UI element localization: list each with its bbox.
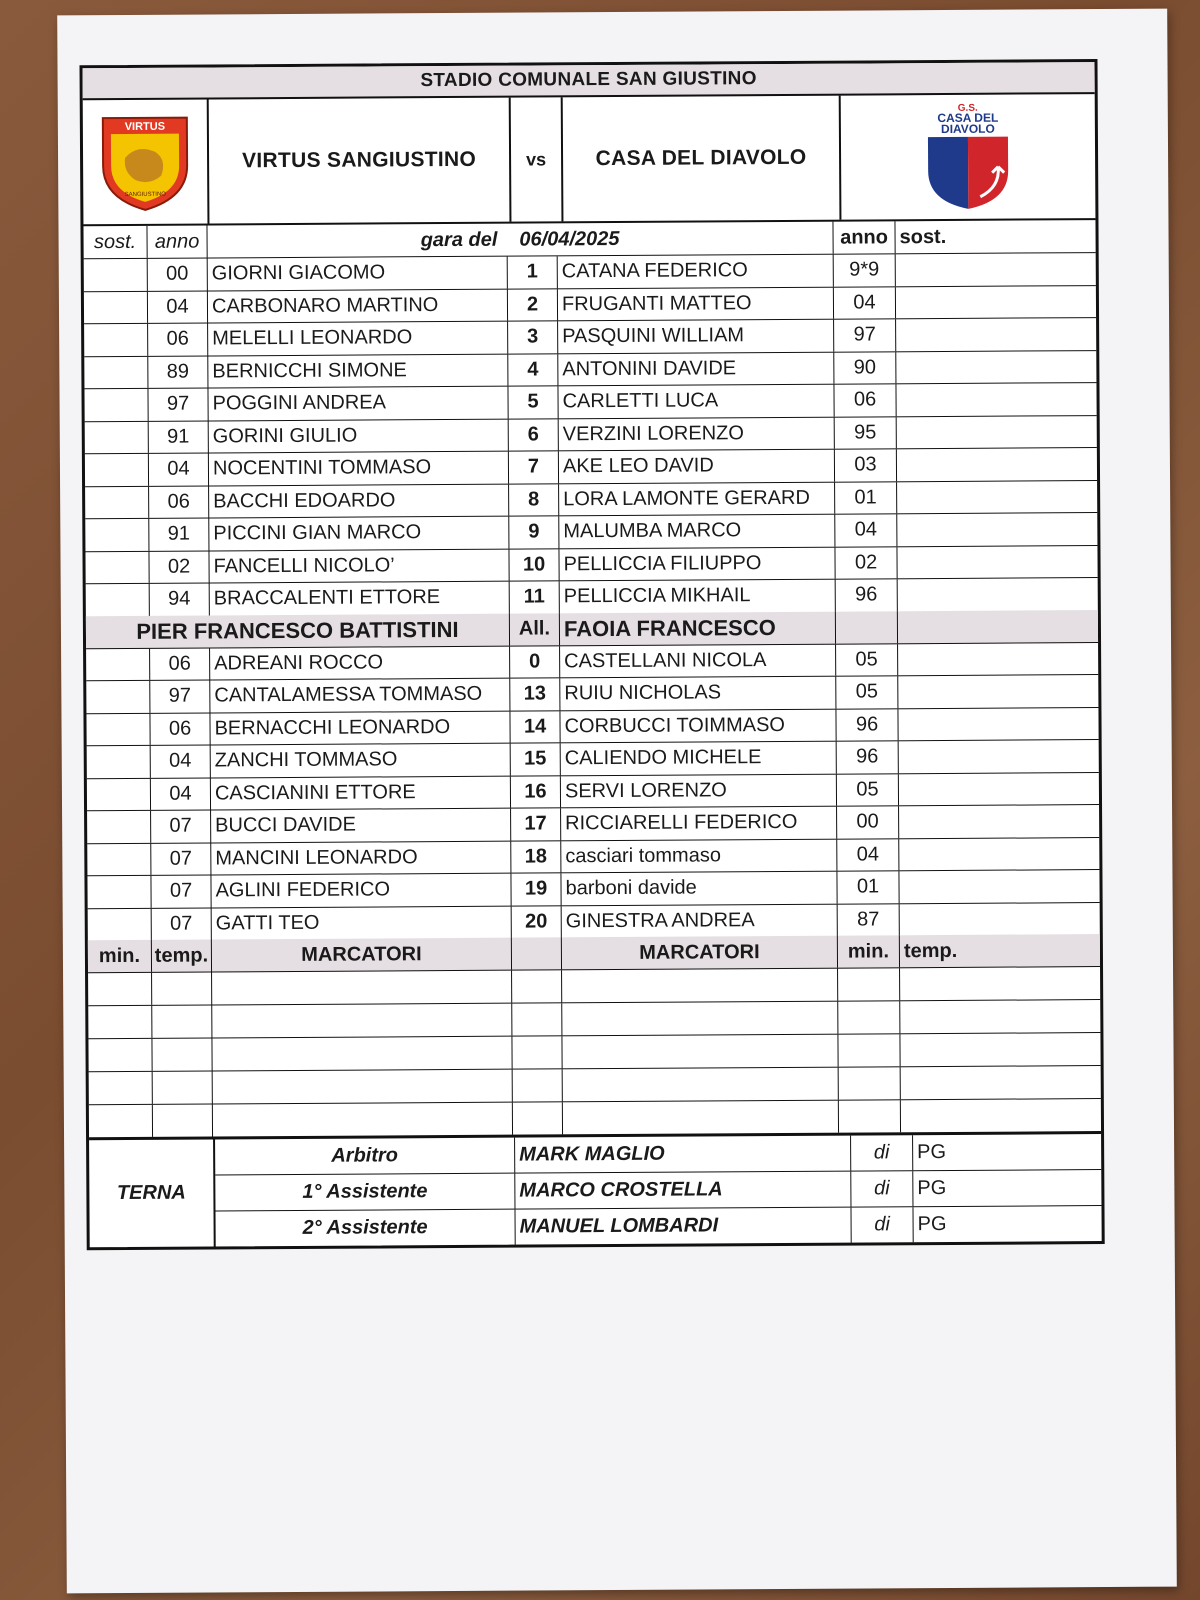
away-sost-cell [896,253,1096,286]
scorer-blank-cell [513,1069,563,1101]
away-player-name: SERVI LORENZO [561,774,837,807]
scorer-blank-cell [838,1001,900,1033]
shirt-number: 0 [510,646,560,678]
away-sost-cell [899,773,1099,806]
shirt-number: 10 [509,549,559,581]
scorer-blank-cell [563,1101,839,1135]
terna-section [89,1131,1102,1247]
away-sost-cell [897,416,1097,449]
scorer-row [89,1099,1101,1137]
home-year: 07 [151,810,211,842]
away-player-name: VERZINI LORENZO [559,417,835,450]
away-coach: FAOIA FRANCESCO [560,611,836,645]
official-role: 2° Assistente [215,1210,515,1247]
scorer-blank-cell [900,1033,1100,1066]
scorer-blank-cell [838,1034,900,1066]
away-sost-cell [899,870,1099,903]
home-player-name: NOCENTINI TOMMASO [209,452,509,485]
stadium-title: STADIO COMUNALE SAN GIUSTINO [83,62,1095,100]
away-logo [841,94,1096,220]
scorer-blank-cell [212,1004,512,1038]
home-sost-cell [84,291,148,323]
away-sost-cell [896,351,1096,384]
scorer-blank-cell [212,1037,512,1071]
away-player-name: CATANA FEDERICO [558,255,834,288]
scorer-blank-cell [562,1002,838,1036]
official-name: MARK MAGLIO [515,1136,851,1173]
shirt-number: 8 [509,484,559,516]
shirt-number: 19 [511,873,561,905]
away-year: 96 [836,579,898,611]
home-year: 97 [148,388,208,420]
home-year: 06 [150,713,210,745]
away-year: 03 [835,449,897,481]
home-player-name: CARBONARO MARTINO [208,289,508,322]
home-year: 06 [148,323,208,355]
away-year: 00 [837,806,899,838]
shirt-number: 6 [509,419,559,451]
match-date-cell [207,222,833,258]
home-year: 04 [149,453,209,485]
scorer-blank-cell [562,969,838,1003]
scorer-blank-cell [153,1104,213,1136]
home-team-name: VIRTUS SANGIUSTINO [241,147,477,173]
home-shield-icon [97,110,194,215]
away-player-name: LORA LAMONTE GERARD [559,482,835,515]
scorer-blank-cell [89,1072,153,1104]
official-role: 1° Assistente [215,1174,515,1211]
home-player-name: AGLINI FEDERICO [211,874,511,907]
home-player-name: MANCINI LEONARDO [211,841,511,874]
away-sost-cell [900,903,1100,936]
official-province: PG [917,1176,947,1200]
home-year: 06 [149,486,209,518]
scorer-blank-cell [839,1100,901,1132]
scorer-blank-cell [900,1000,1100,1033]
marcatori-left-header: MARCATORI [212,938,512,972]
min-left-header: min. [88,940,152,972]
sost-right-header: sost. [899,225,947,248]
home-coach: PIER FRANCESCO BATTISTINI [86,613,510,648]
scorer-blank-cell [152,1038,212,1070]
away-player-name: CORBUCCI TOIMMASO [560,709,836,742]
shirt-number: 7 [509,451,559,483]
away-sost-cell [899,805,1099,838]
home-year: 91 [149,421,209,453]
away-year: 95 [835,417,897,449]
scorer-blank-cell [839,1067,901,1099]
scorer-blank-cell [562,1035,838,1069]
away-player-name: CARLETTI LUCA [558,385,834,418]
home-year: 94 [150,583,210,615]
away-year: 05 [837,774,899,806]
shirt-number: 3 [508,321,558,353]
home-player-name: ZANCHI TOMMASO [211,744,511,777]
official-di: di [851,1207,913,1242]
home-sost-cell [86,681,150,713]
away-player-name: MALUMBA MARCO [559,515,835,548]
home-player-name: PICCINI GIAN MARCO [209,517,509,550]
vs-label: vs [526,148,547,170]
away-sost-cell [897,513,1097,546]
home-year: 07 [152,908,212,940]
away-sost-cell [896,318,1096,351]
away-year: 04 [837,839,899,871]
away-year: 05 [836,676,898,708]
shirt-number: 9 [509,516,559,548]
away-player-name: RICCIARELLI FEDERICO [561,807,837,840]
home-year: 89 [148,356,208,388]
away-year: 01 [837,871,899,903]
scorer-blank-cell [213,1103,513,1137]
home-sost-cell [87,746,151,778]
home-year: 00 [148,258,208,290]
home-player-name: CANTALAMESSA TOMMASO [210,679,510,712]
away-sost-cell [898,708,1098,741]
shirt-number: 14 [510,711,560,743]
shirt-number: 16 [511,776,561,808]
away-year: 90 [834,352,896,384]
paper-sheet [57,9,1177,1594]
scorer-blank-cell [900,967,1100,1000]
home-sost-cell [84,259,148,291]
home-player-name: BUCCI DAVIDE [211,809,511,842]
away-team-name: CASA DEL DIAVOLO [595,145,807,171]
scorer-blank-cell [901,1099,1101,1132]
away-sost-cell [896,383,1096,416]
scorer-blank-cell [838,968,900,1000]
scorer-blank-cell [563,1068,839,1102]
match-sheet [79,59,1104,1250]
coach-blank-sost [898,610,1098,643]
away-shield-icon [918,101,1019,214]
scorer-blank-cell [512,970,562,1002]
away-year: 04 [834,287,896,319]
home-sost-cell [88,908,152,940]
away-player-name: GINESTRA ANDREA [562,904,838,937]
match-label: gara del [420,228,498,251]
match-header [83,94,1096,226]
away-year: 96 [836,709,898,741]
away-sost-cell [899,838,1099,871]
marcatori-gap [512,937,562,969]
shirt-number: 15 [511,743,561,775]
home-year: 07 [151,875,211,907]
away-sost-cell [896,286,1096,319]
min-right-header: min. [838,935,900,967]
away-year: 01 [835,482,897,514]
scorers-table [88,967,1101,1137]
home-year: 06 [150,648,210,680]
scorer-blank-cell [512,1036,562,1068]
svg-text:DIAVOLO: DIAVOLO [940,121,995,137]
away-sost-cell [897,448,1097,481]
shirt-number: 5 [508,386,558,418]
home-player-name: BACCHI EDOARDO [209,484,509,517]
away-player-name: casciari tommaso [561,839,837,872]
away-player-name: barboni davide [561,872,837,905]
home-sost-cell [87,876,151,908]
away-player-name: AKE LEO DAVID [559,450,835,483]
home-player-name: GORINI GIULIO [209,419,509,452]
coach-blank-anno [836,611,898,643]
away-player-name: CALIENDO MICHELE [561,742,837,775]
home-player-name: BERNACCHI LEONARDO [210,711,510,744]
svg-text:SANGIUSTINO: SANGIUSTINO [124,191,166,198]
away-player-name: FRUGANTI MATTEO [558,287,834,320]
home-sost-cell [84,356,148,388]
away-player-name: CASTELLANI NICOLA [560,644,836,677]
scorer-blank-cell [212,971,512,1005]
home-sost-cell [87,811,151,843]
vs-cell [511,97,564,221]
home-player-name: BRACCALENTI ETTORE [210,582,510,615]
shirt-number: 2 [508,289,558,321]
away-year: 9*9 [834,254,896,286]
scorer-blank-cell [89,1105,153,1137]
home-player-name: FANCELLI NICOLO’ [209,549,509,582]
away-year: 05 [836,644,898,676]
terna-rows [215,1134,1102,1246]
away-player-name: PELLICCIA MIKHAIL [560,580,836,613]
home-player-name: ADREANI ROCCO [210,646,510,679]
substitutes-table [86,643,1100,941]
terna-row [215,1206,1101,1246]
away-sost-cell [899,740,1099,773]
away-year: 06 [834,384,896,416]
temp-left-header: temp. [152,939,212,971]
home-player-name: POGGINI ANDREA [208,387,508,420]
home-sost-cell [85,421,149,453]
home-sost-cell [86,713,150,745]
sost-left-header: sost. [83,226,147,258]
scorer-blank-cell [88,1006,152,1038]
home-year: 04 [151,778,211,810]
home-sost-cell [84,389,148,421]
away-year: 87 [838,904,900,936]
shirt-number: 20 [512,906,562,938]
away-sost-cell [897,481,1097,514]
home-sost-cell [85,551,149,583]
svg-text:CASA DEL: CASA DEL [937,110,999,126]
home-year: 04 [151,745,211,777]
home-year: 91 [149,518,209,550]
shirt-number: 11 [510,581,560,613]
scorer-blank-cell [88,973,152,1005]
anno-left-header: anno [147,225,207,257]
away-year: 96 [837,741,899,773]
away-year: 02 [835,547,897,579]
away-sost-cell [897,546,1097,579]
coach-label: All. [510,613,560,645]
temp-right-header: temp. [903,939,958,962]
official-province: PG [917,1140,947,1164]
svg-text:VIRTUS: VIRTUS [124,120,166,133]
away-player-name: PELLICCIA FILIUPPO [559,547,835,580]
home-sost-cell [85,454,149,486]
home-year: 07 [151,843,211,875]
home-player-name: GATTI TEO [212,906,512,939]
home-sost-cell [85,519,149,551]
away-player-name: RUIU NICHOLAS [560,677,836,710]
away-team-cell [563,96,842,222]
official-province: PG [917,1212,947,1236]
away-player-name: PASQUINI WILLIAM [558,320,834,353]
shirt-number: 4 [508,354,558,386]
home-sost-cell [85,486,149,518]
away-year: 04 [835,514,897,546]
away-player-name: ANTONINI DAVIDE [558,352,834,385]
home-year: 02 [149,551,209,583]
scorer-blank-cell [153,1071,213,1103]
home-sost-cell [86,584,150,616]
shirt-number: 1 [508,256,558,288]
terna-row [215,1134,1101,1175]
scorer-blank-cell [513,1102,563,1134]
official-name: MANUEL LOMBARDI [515,1208,851,1245]
svg-text:G.S.: G.S. [957,102,978,114]
away-year: 97 [834,319,896,351]
official-name: MARCO CROSTELLA [515,1172,851,1209]
home-year: 97 [150,680,210,712]
official-di: di [851,1171,913,1206]
home-sost-cell [87,778,151,810]
anno-right-header: anno [833,221,895,253]
match-date: 06/04/2025 [519,227,620,251]
terna-label: TERNA [89,1139,216,1247]
scorer-blank-cell [512,1003,562,1035]
scorer-blank-cell [88,1039,152,1071]
shirt-number: 18 [511,841,561,873]
scorer-blank-cell [152,1005,212,1037]
away-sost-cell [898,675,1098,708]
scorer-blank-cell [152,972,212,1004]
home-player-name: GIORNI GIACOMO [208,257,508,290]
home-sost-cell [87,843,151,875]
official-di: di [851,1135,913,1170]
shirt-number: 13 [510,678,560,710]
home-logo [83,99,210,224]
home-team-cell [209,98,512,224]
home-year: 04 [148,291,208,323]
shirt-number: 17 [511,808,561,840]
starters-table [84,253,1098,616]
official-role: Arbitro [215,1138,515,1175]
terna-row [215,1170,1101,1211]
marcatori-right-header: MARCATORI [562,936,838,970]
home-sost-cell [86,648,150,680]
home-sost-cell [84,324,148,356]
home-player-name: MELELLI LEONARDO [208,322,508,355]
scorer-blank-cell [213,1070,513,1104]
home-player-name: BERNICCHI SIMONE [208,354,508,387]
home-player-name: CASCIANINI ETTORE [211,776,511,809]
away-sost-cell [898,578,1098,611]
scorer-blank-cell [901,1066,1101,1099]
away-sost-cell [898,643,1098,676]
